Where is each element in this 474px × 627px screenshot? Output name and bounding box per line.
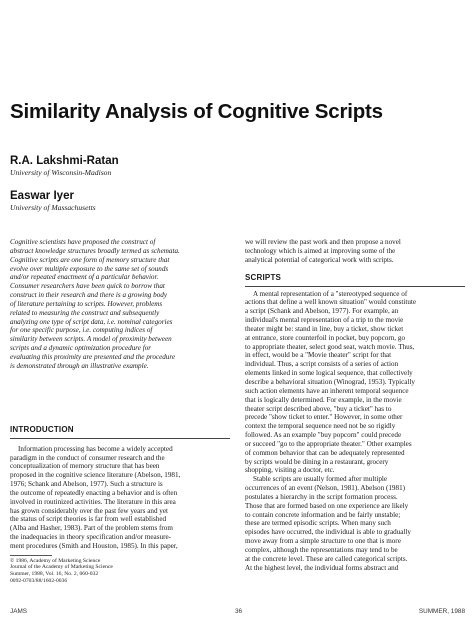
- left-column: [10, 238, 230, 584]
- body-line: At the highest level, the individual forms abstract and: [245, 563, 399, 572]
- body-line: by scripts would be dining in a restaurant, grocery: [245, 457, 389, 466]
- body-line: elements linked in some logical sequence, that collectively: [245, 369, 413, 378]
- page-number: 36: [235, 608, 243, 615]
- body-line: shopping, visiting a doctor, etc.: [245, 466, 335, 475]
- body-line: Those that are formed based on one experience are likely: [245, 501, 409, 510]
- introduction-heading: INTRODUCTION: [10, 424, 74, 434]
- author-name: R.A. Lakshmi-Ratan: [10, 155, 119, 167]
- body-line: complex, although the representations may tend to be: [245, 546, 398, 554]
- abstract-line: of literature pertaining to scripts. However, problems: [10, 299, 163, 308]
- abstract-line: Cognitive scientists have proposed the construct of: [10, 238, 156, 246]
- abstract-line: scripts and a dynamic optimization procedure for: [10, 344, 152, 353]
- scripts-text: [245, 290, 465, 573]
- issue-date: SUMMER, 1988: [418, 608, 465, 615]
- body-line: context the temporal sequence need not be so rigidly: [245, 422, 396, 431]
- journal-abbrev: JAMS: [10, 608, 28, 615]
- body-line: technology which is aimed at improving some of the: [245, 246, 396, 255]
- footnote-line: © 1986, Academy of Marketing Science: [10, 557, 101, 564]
- right-column: [245, 238, 465, 573]
- abstract-line: Cognitive scripts are one form of memory structure that: [10, 255, 170, 264]
- body-line: has grown considerably over the past few years and yet: [10, 506, 169, 515]
- introduction-text: [10, 445, 230, 551]
- abstract-line: analyzing one type of script data, i.e. nominal categories: [10, 317, 173, 326]
- page-footer: [10, 608, 465, 618]
- abstract: [10, 238, 230, 371]
- copyright-footnote: [10, 558, 230, 584]
- body-line: or succeed "go to the appropriate theater." Other examples: [245, 439, 412, 448]
- body-line: (Alba and Hasher, 1983). Part of the problem stems from: [10, 524, 173, 533]
- body-line: ment procedures (Smith and Houston, 1985). In this paper,: [10, 541, 178, 550]
- abstract-line: Consumer researchers have been quick to borrow that: [10, 282, 165, 291]
- abstract-line: for one specific purpose, i.e. computing indices of: [10, 326, 153, 335]
- abstract-line: similarity between scripts. A model of proximity between: [10, 335, 172, 344]
- body-line: individual's mental representation of a trip to the movie: [245, 316, 404, 325]
- body-line: postulates a hierarchy in the script formation process.: [245, 492, 398, 501]
- body-line: at entrance, store counterfoil in pocket, buy popcorn, go: [245, 333, 406, 342]
- body-line: that is logically determined. For example, in the movie: [245, 395, 402, 404]
- paper-title: Similarity Analysis of Cognitive Scripts: [10, 100, 383, 123]
- body-line: paradigm in the conduct of consumer research and the: [10, 453, 165, 462]
- abstract-line: and/or repeated enactment of a particular behavior.: [10, 273, 159, 282]
- author-affiliation: University of Wisconsin-Madison: [10, 168, 112, 177]
- body-line: of common behavior that can be adequately represented: [245, 448, 405, 457]
- abstract-line: related to measuring the construct and subsequently: [10, 308, 160, 317]
- body-line: we will review the past work and then propose a novel: [245, 238, 401, 246]
- body-line: the outcome of repeatedly enacting a behavior and is often: [10, 488, 178, 497]
- author-block-2: [10, 189, 310, 213]
- footnote-line: 0092-0703/88/1602-0036: [10, 577, 68, 584]
- body-line: to appropriate theater, select good seat, watch movie. Thus,: [245, 342, 415, 351]
- footnote-line: Summer, 1988, Vol. 16, No. 2, 060-032: [10, 570, 99, 577]
- body-line: theater script described above, "buy a ticket" has to: [245, 404, 392, 413]
- abstract-line: evaluating this proximity are presented and the procedure: [10, 352, 176, 361]
- body-line: to contain concrete information and be fairly unstable;: [245, 510, 401, 519]
- body-line: episodes have occurred, the individual is able to gradually: [245, 528, 411, 537]
- scripts-heading: SCRIPTS: [245, 272, 282, 282]
- body-line: Stable scripts are usually formed after multiple: [253, 475, 388, 484]
- body-line: involved in routinized activities. The literature in this area: [10, 497, 176, 506]
- body-line: the status of script theories is far from well established: [10, 515, 167, 524]
- body-line: describe a behavioral situation (Winograd, 1953). Typically: [245, 377, 416, 386]
- body-line: at the concrete level. These are called categorical scripts.: [245, 554, 408, 563]
- body-line: move away from a simple structure to one that is more: [245, 537, 401, 546]
- body-line: 1976; Schank and Abelson, 1977). Such a structure is: [10, 480, 163, 489]
- introduction-continued-text: [245, 238, 465, 265]
- abstract-line: construct in their research and there is a growing body: [10, 291, 168, 300]
- abstract-line: is demonstrated through an illustrative example.: [10, 361, 149, 370]
- body-line: occurrences of an event (Nelson, 1981). Abelson (1981): [245, 484, 406, 493]
- footnote-line: Journal of the Academy of Marketing Science: [10, 564, 113, 571]
- body-line: theater might be: stand in line, buy a ticket, show ticket: [245, 324, 404, 333]
- footnote-rule: [10, 555, 52, 556]
- abstract-line: evolve over multiple exposure to the same set of sounds: [10, 264, 169, 273]
- body-line: the inadequacies in theory specification and/or measure-: [10, 533, 171, 542]
- body-line: proposed in the cognitive science literature (Abelson, 1981,: [10, 471, 181, 480]
- body-line: A mental representation of a "stereotyped sequence of: [253, 289, 408, 298]
- abstract-line: abstract knowledge structures broadly termed as schemata.: [10, 246, 180, 255]
- author-block-1: [10, 154, 310, 178]
- body-line: followed. As an example "buy popcorn" could precede: [245, 431, 402, 440]
- body-line: these are termed episodic scripts. When many such: [245, 519, 391, 528]
- body-line: individual. Thus, a script consists of a series of action: [245, 360, 399, 369]
- body-line: precede "show ticket to enter." However, in some other: [245, 413, 403, 422]
- body-line: conceptualization of memory structure that has been: [10, 462, 160, 471]
- body-line: Information processing has become a widely accepted: [18, 444, 173, 453]
- body-line: in effect, would be a "Movie theater" script for that: [245, 351, 392, 360]
- author-name: Easwar Iyer: [10, 190, 74, 202]
- body-line: actions that define a well known situation" would constitute: [245, 298, 417, 307]
- body-line: such action elements have an inherent temporal sequence: [245, 386, 409, 395]
- body-line: a script (Schank and Abelson, 1977). For example, an: [245, 307, 399, 316]
- body-line: analytical potential of categorical work with scripts.: [245, 255, 394, 264]
- author-affiliation: University of Massachusetts: [10, 203, 96, 212]
